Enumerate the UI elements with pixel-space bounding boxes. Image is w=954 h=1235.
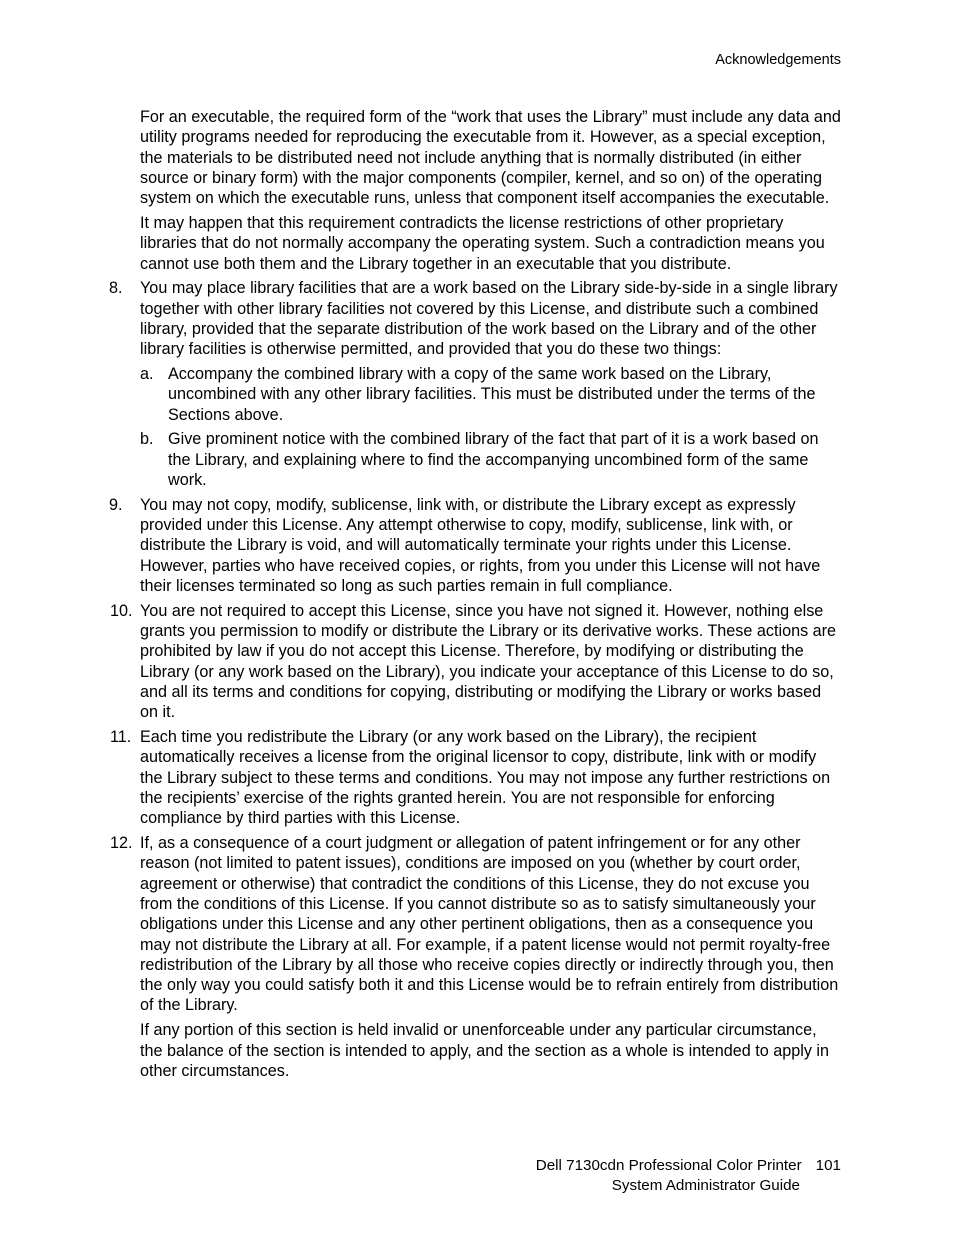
sub-item-text: Give prominent notice with the combined library of the fact that part of it is a work based on the Library, and explaining where to find the accompanying uncombined form of the same work. <box>168 430 819 490</box>
list-item-text: You may not copy, modify, sublicense, link with, or distribute the Library except as expressly provided under this License. Any attempt otherwise to copy, modify, sublicense, link with, or distribute the Library is void, and will automatically terminate your rights under this License. However, parties who have received copies, or rights, from you under this License will not have their licenses terminated so long as such parties remain in full compliance. <box>140 495 821 596</box>
list-item-number: 12. <box>110 834 133 853</box>
list-item-8 <box>109 278 842 359</box>
list-item-9 <box>109 495 842 596</box>
sub-item-letter: b. <box>140 430 154 449</box>
footer-guide-title: System Administrator Guide <box>611 1177 800 1194</box>
list-item-11 <box>110 727 842 828</box>
list-item-text: You may place library facilities that are a work based on the Library side-by-side in a single library together with other library facilities not covered by this License, and distribute such a combined library, provided that the separate distribution of the work based on the Library and of the other library facilities is otherwise permitted, and provided that you do these two things: <box>140 279 838 359</box>
running-header: Acknowledgements <box>715 52 841 68</box>
list-item-number: 8. <box>109 279 123 298</box>
sub-item-text: Accompany the combined library with a copy of the same work based on the Library, uncombined with any other library facilities. This must be distributed under the terms of the Sections above. <box>168 365 816 424</box>
list-item-number: 11. <box>110 728 132 747</box>
list-item-text: If, as a consequence of a court judgment or allegation of patent infringement or for any other reason (not limited to patent issues), conditions are imposed on you (whether by court order, agreement or otherwise) that contradict the conditions of this License, they do not excuse you from the conditions of this License. If you cannot distribute so as to satisfy simultaneously your obligations under this License and any other pertinent obligations, then as a consequence you may not distribute the Library at all. For example, if a patent license would not permit royalty-free redistribution of the Library by all those who receive copies directly or indirectly through you, then the only way you could satisfy both it and this License would be to refrain entirely from distribution of the Library. <box>140 834 839 1015</box>
list-item-number: 10. <box>110 601 133 620</box>
sub-item-a <box>140 364 842 425</box>
list-item-number: 9. <box>109 495 123 514</box>
page-number: 101 <box>815 1157 841 1174</box>
item-12-followup-paragraph: If any portion of this section is held invalid or unenforceable under any particular circumstance, the balance of the section is intended to apply, and the section as a whole is intended to apply in other circumstances. <box>140 1021 830 1080</box>
list-item-12 <box>110 833 842 1016</box>
footer-product-line <box>536 1156 841 1176</box>
intro-paragraph-2: It may happen that this requirement contradicts the license restrictions of other proprietary libraries that do not normally accompany the operating system. Such a contradiction means you cannot use both them and the Library together in an executable that you distribute. <box>140 213 825 273</box>
footer-product-name: Dell 7130cdn Professional Color Printer <box>535 1157 802 1174</box>
list-item-text: Each time you redistribute the Library (or any work based on the Library), the recipient automatically receives a license from the original licensor to copy, distribute, link with or modify the Library subject to these terms and conditions. You may not impose any further restrictions on the recipients’ exercise of the rights granted herein. You are not responsible for enforcing compliance by third parties with this License. <box>140 728 831 828</box>
list-item-text: You are not required to accept this License, since you have not signed it. However, nothing else grants you permission to modify or distribute the Library or its derivative works. These actions are prohibited by law if you do not accept this License. Therefore, by modifying or distributing the Library (or any work based on the Library), you indicate your acceptance of this License to do so, and all its terms and conditions for copying, distributing or modifying the Library or works based on it. <box>140 601 837 722</box>
list-item-10 <box>110 601 842 723</box>
sub-item-b <box>140 429 842 490</box>
document-body <box>109 107 842 1086</box>
sub-item-letter: a. <box>140 365 154 384</box>
intro-paragraph-1: For an executable, the required form of the “work that uses the Library” must include any data and utility programs needed for reproducing the executable from it. However, as a special exception, the materials to be distributed need not include anything that is normally distributed (in either source or binary form) with the major components (compiler, kernel, and so on) of the operating system on which the executable runs, unless that component itself accompanies the executable. <box>140 108 841 208</box>
